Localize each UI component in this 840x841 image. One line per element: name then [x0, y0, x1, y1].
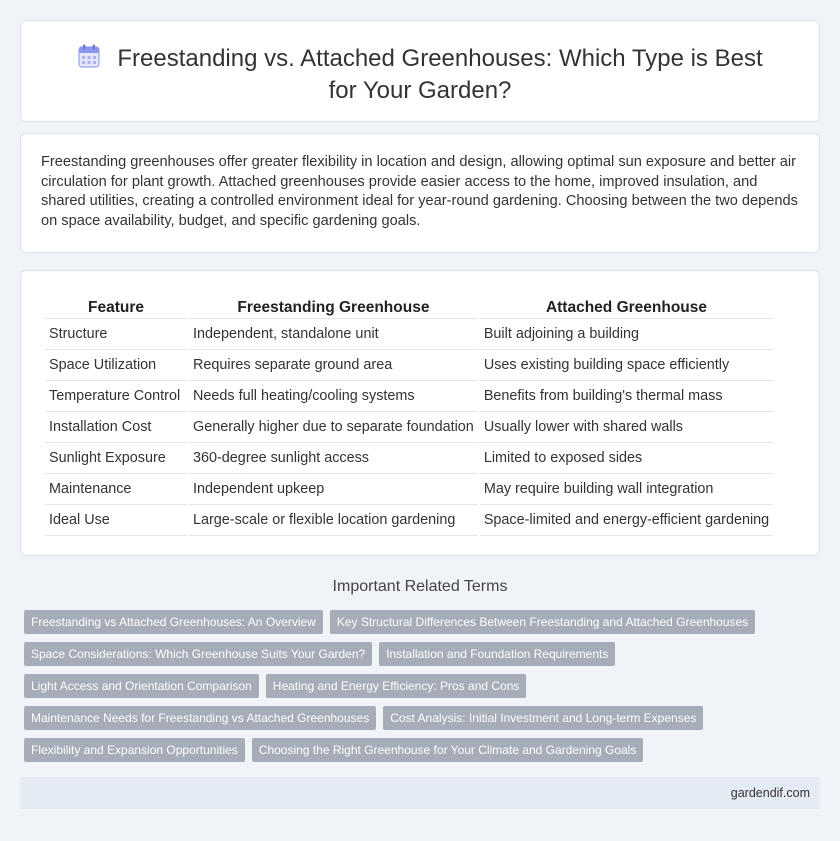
table-row	[45, 381, 773, 412]
attached-cell: Benefits from building's thermal mass	[480, 381, 773, 412]
attached-cell: Built adjoining a building	[480, 319, 773, 350]
attached-cell: Space-limited and energy-efficient gardening	[480, 505, 773, 536]
calendar-icon	[77, 43, 101, 69]
table-row	[45, 443, 773, 474]
footer-site-link[interactable]: gardendif.com	[730, 786, 810, 800]
freestanding-cell: Independent upkeep	[189, 474, 478, 505]
freestanding-cell: Independent, standalone unit	[189, 319, 478, 350]
feature-cell: Maintenance	[45, 474, 187, 505]
related-term-tag[interactable]: Space Considerations: Which Greenhouse Suits Your Garden?	[24, 642, 372, 666]
related-term-tag[interactable]: Choosing the Right Greenhouse for Your Climate and Gardening Goals	[252, 738, 644, 762]
table-header-row	[45, 295, 773, 319]
comparison-table	[43, 295, 775, 536]
related-term-tag[interactable]: Key Structural Differences Between Freestanding and Attached Greenhouses	[330, 610, 755, 634]
freestanding-cell: 360-degree sunlight access	[189, 443, 478, 474]
freestanding-cell: Requires separate ground area	[189, 350, 478, 381]
comparison-card	[20, 270, 820, 556]
attached-cell: Usually lower with shared walls	[480, 412, 773, 443]
feature-cell: Temperature Control	[45, 381, 187, 412]
related-term-tag[interactable]: Light Access and Orientation Comparison	[24, 674, 259, 698]
table-row	[45, 412, 773, 443]
table-row	[45, 474, 773, 505]
related-term-tag[interactable]: Flexibility and Expansion Opportunities	[24, 738, 245, 762]
table-row	[45, 505, 773, 536]
related-term-tag[interactable]: Installation and Foundation Requirements	[379, 642, 615, 666]
header-card	[20, 20, 820, 122]
page-title: Freestanding vs. Attached Greenhouses: Which Type is Best for Your Garden?	[117, 45, 763, 104]
header-feature: Feature	[45, 295, 187, 319]
related-term-tag[interactable]: Cost Analysis: Initial Investment and Long-term Expenses	[383, 706, 703, 730]
feature-cell: Ideal Use	[45, 505, 187, 536]
header-freestanding: Freestanding Greenhouse	[189, 295, 478, 319]
table-row	[45, 350, 773, 381]
intro-paragraph: Freestanding greenhouses offer greater flexibility in location and design, allowing optimal sun exposure and better air circulation for plant growth. Attached greenhouses provide easier access to the home, improved insulation, and shared utilities, creating a controlled environment ideal for year-round gardening. Choosing between the two depends on space availability, budget, and specific gardening goals.	[41, 154, 798, 229]
related-term-tag[interactable]: Maintenance Needs for Freestanding vs Attached Greenhouses	[24, 706, 376, 730]
feature-cell: Sunlight Exposure	[45, 443, 187, 474]
feature-cell: Installation Cost	[45, 412, 187, 443]
freestanding-cell: Large-scale or flexible location gardening	[189, 505, 478, 536]
related-terms-title: Important Related Terms	[332, 578, 508, 595]
intro-card	[20, 133, 820, 253]
header-attached: Attached Greenhouse	[480, 295, 773, 319]
related-term-tag[interactable]: Heating and Energy Efficiency: Pros and Cons	[266, 674, 527, 698]
attached-cell: Uses existing building space efficiently	[480, 350, 773, 381]
page-title-wrap	[61, 43, 779, 107]
attached-cell: Limited to exposed sides	[480, 443, 773, 474]
freestanding-cell: Needs full heating/cooling systems	[189, 381, 478, 412]
attached-cell: May require building wall integration	[480, 474, 773, 505]
table-row	[45, 319, 773, 350]
freestanding-cell: Generally higher due to separate foundation	[189, 412, 478, 443]
feature-cell: Structure	[45, 319, 187, 350]
related-term-tag[interactable]: Freestanding vs Attached Greenhouses: An Overview	[24, 610, 323, 634]
related-terms-list	[24, 610, 784, 770]
feature-cell: Space Utilization	[45, 350, 187, 381]
footer	[20, 777, 820, 809]
